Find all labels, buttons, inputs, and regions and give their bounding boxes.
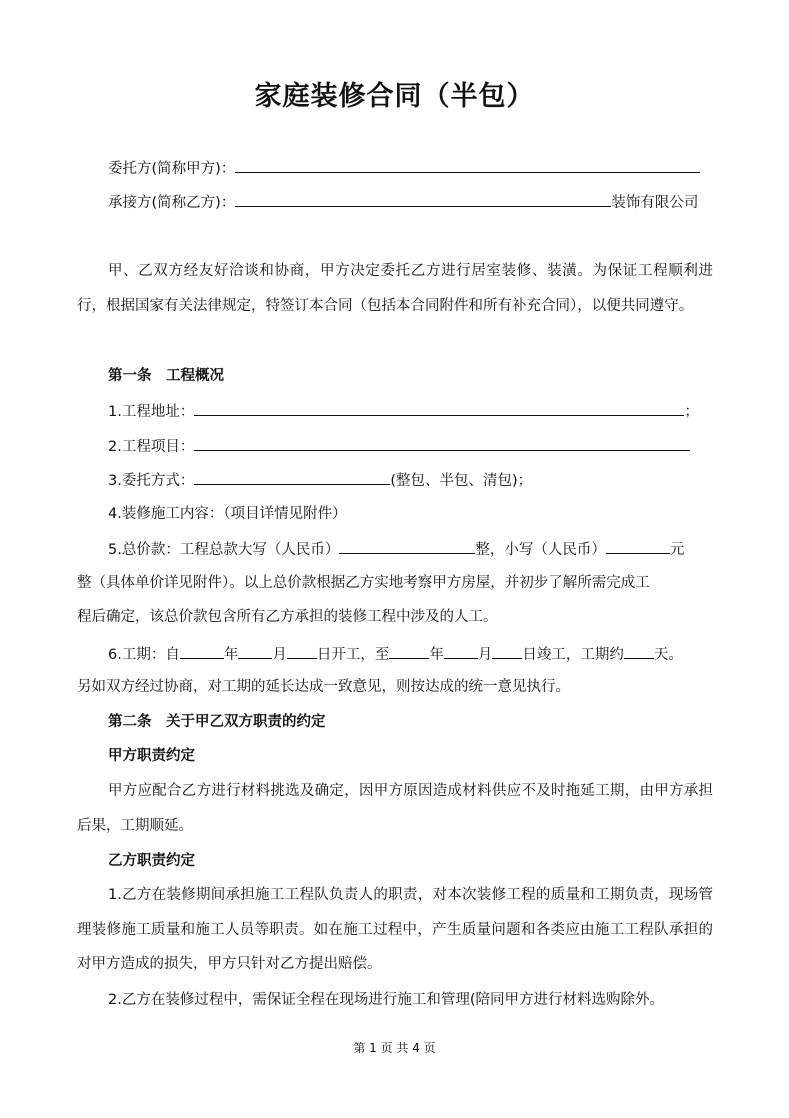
start-month-blank	[238, 643, 272, 659]
method-options: (整包、半包、清包)；	[390, 473, 533, 489]
document-title: 家庭装修合同（半包）	[254, 81, 535, 112]
days-blank	[624, 643, 654, 659]
item-price	[108, 538, 684, 560]
start-text: 日开工，至	[316, 647, 390, 663]
address-end: ；	[684, 404, 699, 420]
address-blank	[194, 400, 684, 416]
project-blank	[194, 435, 690, 451]
item-address	[108, 400, 699, 422]
intro-paragraph: 甲、乙双方经友好洽谈和协商，甲方决定委托乙方进行居室装修、装潢。为保证工程顺利进行，根据国家有关法律规定，特签订本合同（包括本合同附件和所有补充合同），以便共同遵守。	[77, 263, 713, 314]
article-1-heading: 第一条 工程概况	[108, 368, 224, 384]
price-text-b: 整，小写（人民币）	[475, 542, 606, 558]
price-text-a: 5.总价款：工程总款大写（人民币）	[108, 542, 340, 558]
party-b-heading: 乙方职责约定	[108, 853, 195, 869]
price-continuation-2: 程后确定，该总价款包含所有乙方承担的装修工程中涉及的人工。	[77, 609, 498, 625]
article-2-heading: 第二条 关于甲乙双方职责的约定	[108, 714, 326, 730]
price-text-c: 元	[669, 542, 685, 558]
item-project	[108, 435, 690, 457]
duration-continuation: 另如双方经过协商，对工期的延长达成一致意见，则按达成的统一意见执行。	[77, 679, 570, 695]
duration-from: 6.工期：自	[108, 647, 180, 663]
start-year-blank	[180, 643, 224, 659]
start-year-label: 年	[223, 647, 239, 663]
project-label: 2.工程项目：	[108, 439, 195, 455]
end-month-label: 月	[477, 647, 493, 663]
party-b-item-1: 1.乙方在装修期间承担施工工程队负责人的职责，对本次装修工程的质量和工期负责，现场管理装修施工质量和施工人员等职责。如在施工过程中，产生质量问题和各类应由施工工程队承担的对甲方造成的损失，甲方只针对乙方提出赔偿。	[77, 887, 713, 972]
contractor-label: 承接方(简称乙方)：	[108, 195, 236, 211]
client-blank	[235, 157, 700, 173]
address-label: 1.工程地址：	[108, 404, 195, 420]
item-duration	[108, 643, 683, 665]
method-blank	[194, 469, 390, 485]
client-label: 委托方(简称甲方)：	[108, 161, 236, 177]
item-method	[108, 469, 532, 491]
party-a-paragraph: 甲方应配合乙方进行材料挑选及确定，因甲方原因造成材料供应不及时拖延工期，由甲方承担后果，工期顺延。	[77, 783, 713, 834]
contractor-suffix: 装饰有限公司	[611, 195, 699, 211]
price-continuation-1: 整（具体单价详见附件）。以上总价款根据乙方实地考察甲方房屋，并初步了解所需完成工	[77, 575, 650, 591]
end-year-blank	[389, 643, 429, 659]
finish-text: 日竣工，工期约	[522, 647, 624, 663]
page-footer: 第 1 页 共 4 页	[353, 1041, 436, 1055]
item-content: 4.装修施工内容：（项目详情见附件）	[108, 506, 347, 522]
start-month-label: 月	[272, 647, 287, 663]
end-day-blank	[492, 643, 522, 659]
party-a-heading: 甲方职责约定	[108, 748, 195, 764]
end-year-label: 年	[429, 647, 444, 663]
party-b-item-2: 2.乙方在装修过程中，需保证全程在现场进行施工和管理(陪同甲方进行材料选购除外。	[108, 992, 664, 1008]
client-line	[108, 157, 700, 179]
days-label: 天。	[653, 647, 683, 663]
price-number-blank	[606, 538, 670, 554]
contractor-line	[108, 191, 698, 213]
start-day-blank	[287, 643, 317, 659]
contractor-blank	[235, 191, 611, 207]
end-month-blank	[444, 643, 478, 659]
method-label: 3.委托方式：	[108, 473, 195, 489]
price-words-blank	[339, 538, 475, 554]
